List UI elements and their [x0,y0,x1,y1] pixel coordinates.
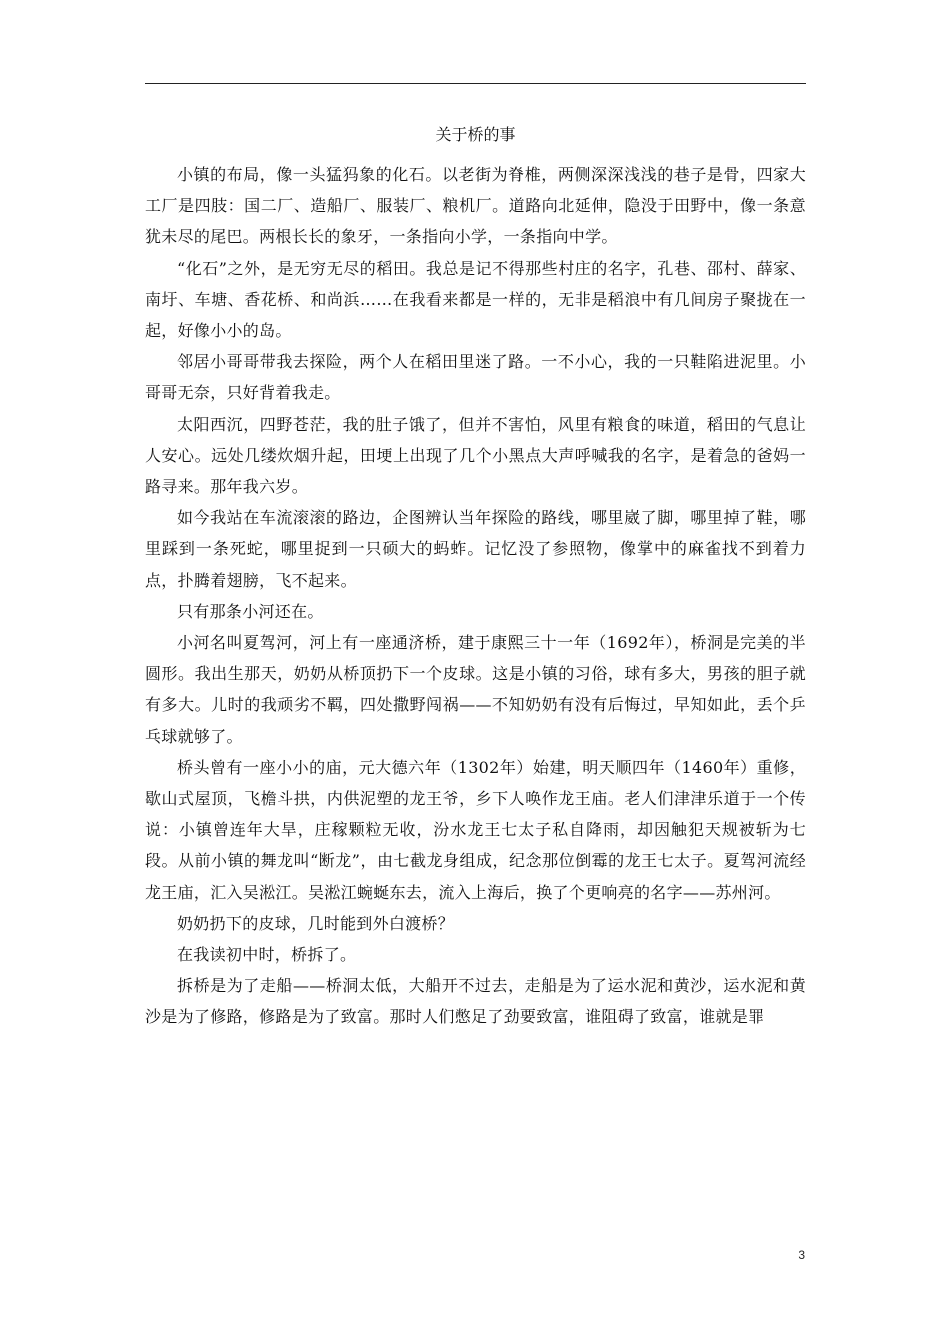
header-rule [145,83,806,84]
paragraph: “化石”之外，是无穷无尽的稻田。我总是记不得那些村庄的名字，孔巷、邵村、薛家、南圩、车塘、香花桥、和尚浜……在我看来都是一样的，无非是稻浪中有几间房子聚拢在一起，好像小小的岛。 [145,258,806,341]
paragraph: 如今我站在车流滚滚的路边，企图辨认当年探险的路线，哪里崴了脚，哪里掉了鞋，哪里踩到一条死蛇，哪里捉到一只硕大的蚂蚱。记忆没了参照物，像掌中的麻雀找不到着力点，扑腾着翅膀，飞不起来。 [145,508,806,590]
paragraph: 奶奶扔下的皮球，几时能到外白渡桥？ [177,913,455,933]
paragraph: 在我读初中时，桥拆了。 [177,945,357,965]
paragraph: 小镇的布局，像一头猛犸象的化石。以老街为脊椎，两侧深深浅浅的巷子是骨，四家大工厂是四肢：国二厂、造船厂、服装厂、粮机厂。道路向北延伸，隐没于田野中，像一条意犹未尽的尾巴。两根长长的象牙，一条指向小学，一条指向中学。 [145,165,806,247]
paragraph: 邻居小哥哥带我去探险，两个人在稻田里迷了路。一不小心，我的一只鞋陷进泥里。小哥哥无奈，只好背着我走。 [145,352,806,403]
paragraph: 拆桥是为了走船——桥洞太低，大船开不过去，走船是为了运水泥和黄沙，运水泥和黄沙是为了修路，修路是为了致富。那时人们憋足了劲要致富，谁阻碍了致富，谁就是罪 [145,976,806,1027]
paragraph: 桥头曾有一座小小的庙，元大德六年（1302年）始建，明天顺四年（1460年）重修，歇山式屋顶，飞檐斗拱，内供泥塑的龙王爷，乡下人唤作龙王庙。老人们津津乐道于一个传说：小镇曾连年大旱，庄稼颗粒无收，汾水龙王七太子私自降雨，却因触犯天规被斩为七段。从前小镇的舞龙叫“断龙”，由七截龙身组成，纪念那位倒霉的龙王七太子。夏驾河流经龙王庙，汇入吴淞江。吴淞江蜿蜒东去，流入上海后，换了个更响亮的名字——苏州河。 [145,757,806,902]
paragraph: 只有那条小河还在。 [177,601,324,621]
page-number: 3 [798,1248,805,1262]
article-body [145,159,806,1033]
page-title: 关于桥的事 [435,125,516,144]
paragraph: 太阳西沉，四野苍茫，我的肚子饿了，但并不害怕，风里有粮食的味道，稻田的气息让人安心。远处几缕炊烟升起，田埂上出现了几个小黑点大声呼喊我的名字，是着急的爸妈一路寻来。那年我六岁。 [145,414,806,497]
paragraph: 小河名叫夏驾河，河上有一座通济桥，建于康熙三十一年（1692年），桥洞是完美的半圆形。我出生那天，奶奶从桥顶扔下一个皮球。这是小镇的习俗，球有多大，男孩的胆子就有多大。儿时的我顽劣不羁，四处撒野闯祸——不知奶奶有没有后悔过，早知如此，丢个乒乓球就够了。 [145,633,806,746]
